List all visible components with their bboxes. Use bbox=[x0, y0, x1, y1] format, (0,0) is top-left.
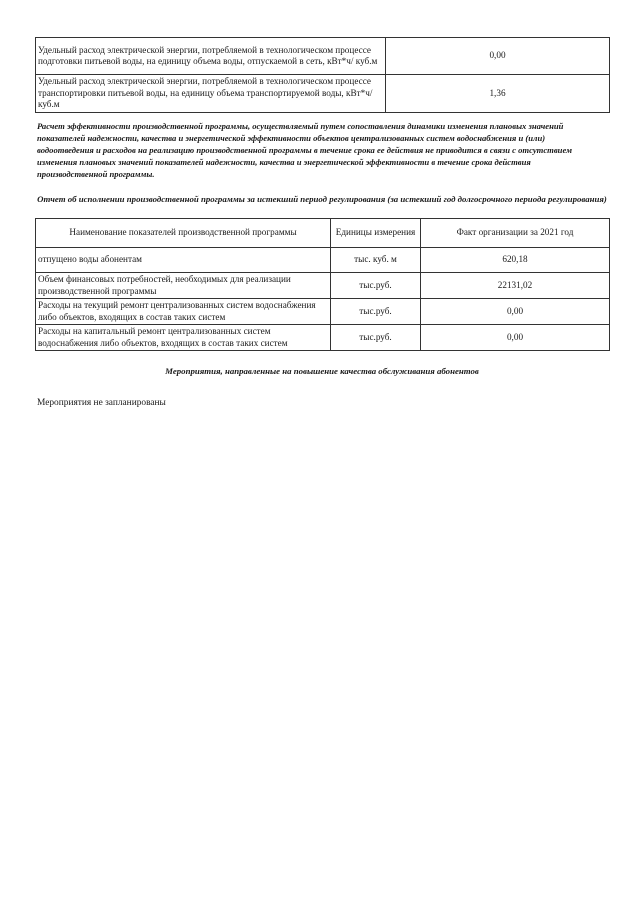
indicator-name: Удельный расход электрической энергии, потребляемой в технологическом процессе подготовки питьевой воды, на единицу объема воды, отпускаемой в сеть, кВт*ч/ куб.м bbox=[36, 38, 386, 75]
row-name: Объем финансовых потребностей, необходимых для реализации производственной программы bbox=[36, 273, 331, 299]
row-value: 22131,02 bbox=[421, 273, 610, 299]
table-row bbox=[36, 299, 610, 325]
table-row bbox=[36, 38, 610, 75]
efficiency-paragraph: Расчет эффективности производственной программы, осуществляемый путем сопоставления динамики изменения плановых значений показателей надежности, качества и энергетической эффективности объектов централизованных систем водоснабжения и (или) водоотведения и расходов на реализацию производственной программы в течение срока ее действия не приводится в связи с отсутствием изменения плановых значений показателей надежности, качества и энергетической эффективности в течение срока действия производственной программы. bbox=[37, 121, 572, 179]
report-title: Отчет об исполнении производственной программы за истекший период регулирования (за истекший год долгосрочного периода регулирования) bbox=[37, 194, 607, 204]
row-name: Расходы на капитальный ремонт централизованных систем водоснабжения либо объектов, входящих в состав таких систем bbox=[36, 325, 331, 351]
indicator-name: Удельный расход электрической энергии, потребляемой в технологическом процессе транспортировки питьевой воды, на единицу объема транспортируемой воды, кВт*ч/ куб.м bbox=[36, 75, 386, 113]
indicator-value: 1,36 bbox=[386, 75, 610, 113]
table-header-row bbox=[36, 219, 610, 248]
measures-title: Мероприятия, направленные на повышение качества обслуживания абонентов bbox=[165, 366, 479, 376]
column-header-unit: Единицы измерения bbox=[331, 219, 421, 248]
table-row bbox=[36, 273, 610, 299]
row-value: 0,00 bbox=[421, 325, 610, 351]
table-row bbox=[36, 248, 610, 273]
table-row bbox=[36, 75, 610, 113]
row-unit: тыс. куб. м bbox=[331, 248, 421, 273]
row-unit: тыс.руб. bbox=[331, 325, 421, 351]
row-value: 620,18 bbox=[421, 248, 610, 273]
column-header-name: Наименование показателей производственной программы bbox=[36, 219, 331, 248]
row-value: 0,00 bbox=[421, 299, 610, 325]
measures-text: Мероприятия не запланированы bbox=[37, 398, 166, 408]
indicator-value: 0,00 bbox=[386, 38, 610, 75]
row-unit: тыс.руб. bbox=[331, 299, 421, 325]
column-header-fact: Факт организации за 2021 год bbox=[421, 219, 610, 248]
row-name: отпущено воды абонентам bbox=[36, 248, 331, 273]
report-table bbox=[35, 218, 610, 351]
energy-consumption-table bbox=[35, 37, 610, 113]
row-name: Расходы на текущий ремонт централизованных систем водоснабжения либо объектов, входящих в состав таких систем bbox=[36, 299, 331, 325]
table-row bbox=[36, 325, 610, 351]
row-unit: тыс.руб. bbox=[331, 273, 421, 299]
